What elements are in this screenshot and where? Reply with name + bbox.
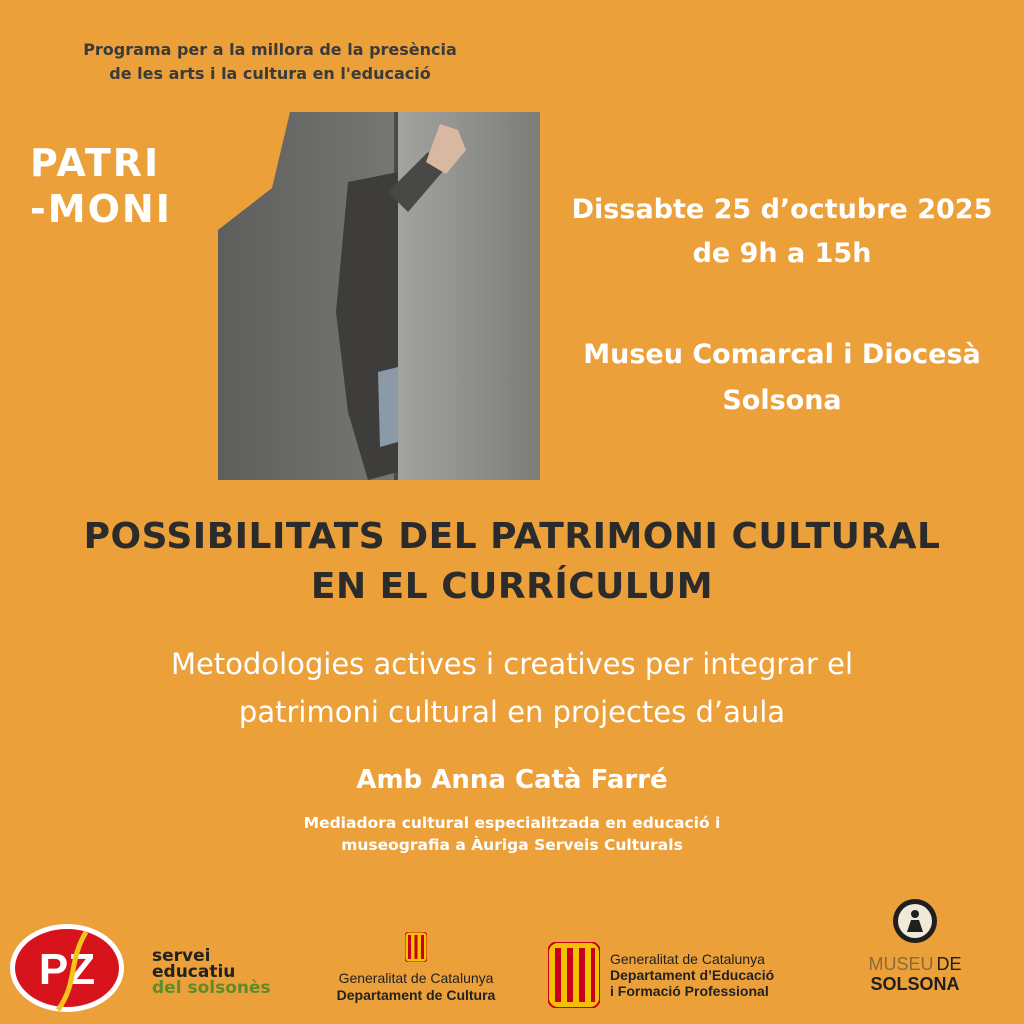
- brand-patrimoni: [30, 140, 172, 232]
- event-time: de 9h a 15h: [692, 238, 872, 269]
- servei-line-2: educatiu: [152, 962, 236, 982]
- speaker-role-line-1: Mediadora cultural especialitzada en educació i: [303, 814, 721, 832]
- venue-line-1: Museu Comarcal i Diocesà: [583, 339, 981, 370]
- museum-emblem-icon: [892, 898, 938, 944]
- program-line-1: Programa per a la millora de la presència: [83, 40, 457, 59]
- museu-word: MUSEU: [868, 954, 934, 974]
- speaker-role-line-2: museografia a Àuriga Serveis Culturals: [341, 836, 683, 854]
- servei-line-3: del solsonès: [152, 978, 271, 998]
- senyera-icon: [405, 932, 427, 962]
- program-tagline: [40, 38, 500, 86]
- headline-line-2: EN EL CURRÍCULUM: [310, 566, 714, 607]
- subtitle-line-1: Metodologies actives i creatives per integrar el: [170, 647, 854, 681]
- event-date-line-1: Dissabte 25 d’octubre 2025: [571, 194, 993, 225]
- headline: [0, 512, 1024, 612]
- cultura-line-1: Generalitat de Catalunya: [338, 970, 494, 986]
- program-line-2: de les arts i la cultura en l'educació: [109, 64, 431, 83]
- event-venue: [540, 332, 1024, 424]
- museu-solsona-word: SOLSONA: [870, 974, 960, 994]
- cultura-line-2: Departament de Cultura: [336, 987, 496, 1003]
- servei-educatiu-logo: [152, 948, 271, 996]
- generalitat-educacio-logo: [548, 942, 774, 1008]
- museu-solsona-logo: [860, 898, 970, 994]
- headline-line-1: POSSIBILITATS DEL PATRIMONI CULTURAL: [83, 516, 941, 557]
- brand-line-1: PATRI: [30, 141, 161, 185]
- subtitle: [60, 640, 964, 736]
- pz-logo-text: PZ: [38, 945, 96, 994]
- event-date: [540, 188, 1024, 276]
- educacio-line-2: Departament d’Educació: [610, 967, 775, 983]
- generalitat-cultura-logo: [316, 932, 516, 1004]
- speaker-role: [212, 812, 812, 856]
- subtitle-line-2: patrimoni cultural en projectes d’aula: [238, 695, 786, 729]
- speaker-name: Amb Anna Catà Farré: [356, 765, 668, 795]
- educacio-line-1: Generalitat de Catalunya: [610, 951, 765, 967]
- hero-photo: [218, 112, 540, 480]
- brand-line-2: -MONI: [30, 187, 172, 231]
- servei-line-1: servei: [152, 946, 211, 966]
- venue-line-2: Solsona: [722, 385, 842, 416]
- educacio-line-3: i Formació Professional: [610, 983, 769, 999]
- pz-logo: [8, 922, 126, 1014]
- senyera-icon: [548, 942, 600, 1008]
- museu-de-word: DE: [936, 954, 962, 974]
